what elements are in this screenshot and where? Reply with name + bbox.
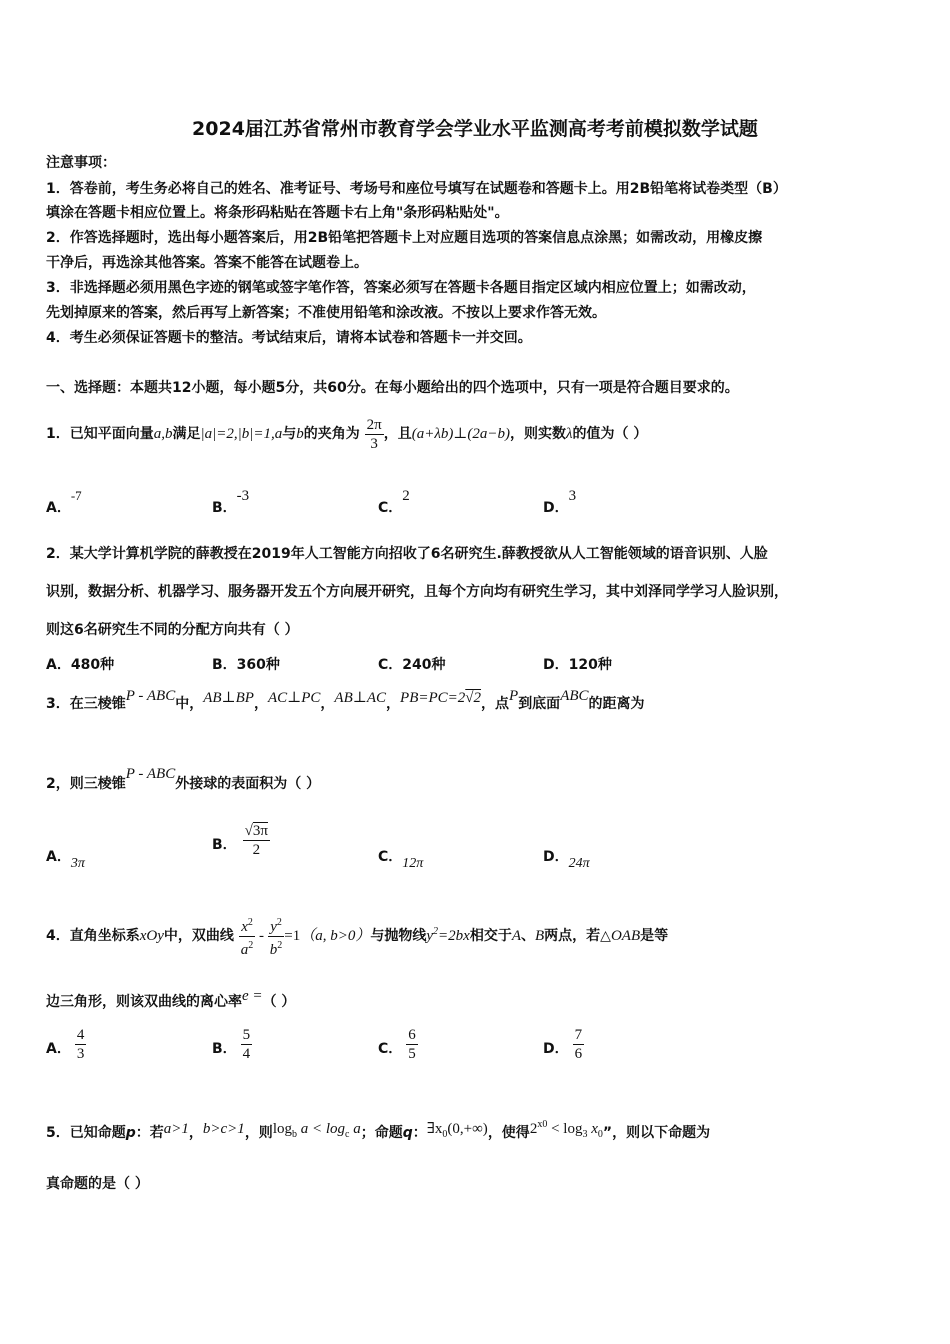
q4-hyperbola-y: $\frac{y^2}{b^2}$ (268, 914, 285, 959)
q2-option-d[interactable]: D．120种 (543, 657, 612, 673)
q1-text: ，则实数 (510, 426, 567, 442)
notice-line: 3．非选择题必须用黑色字迹的钢笔或签字笔作答，答案必须写在答题卡各题目指定区域内相应位置上；如需改动， (46, 280, 756, 296)
notice-line: 填涂在答题卡相应位置上。将条形码粘贴在答题卡右上角"条形码粘贴处"。 (46, 205, 509, 221)
q1-text: 与 (282, 426, 297, 442)
q1-text: ，且 (383, 426, 412, 442)
question-3-line-2: 2，则三棱锥P - ABC外接球的表面积为（ ） (46, 766, 321, 792)
q3-math: P - ABC (125, 688, 176, 704)
q2-option-b[interactable]: B．360种 (212, 657, 280, 673)
question-2-line: 2．某大学计算机学院的薛教授在2019年人工智能方向招收了6名研究生.薛教授欲从人工智能领域的语音识别、人脸 (46, 546, 768, 562)
q1-option-d[interactable]: D．3 (543, 488, 577, 516)
q1-math: a,b (153, 426, 173, 442)
q4-math: xOy (139, 928, 164, 944)
q1-angle-fraction: $\frac{2\pi}{3}$ (366, 416, 382, 452)
q4-option-d[interactable]: D． $\frac{7}{6}$ (543, 1027, 583, 1062)
q2-option-a[interactable]: A．480种 (46, 657, 115, 673)
q1-text: 的值为（ ） (572, 426, 648, 442)
question-3-line-1: 3．在三棱锥P - ABC中，AB⊥BP，AC⊥PC，AB⊥AC，PB=PC=2√2，点P到底面ABC的距离为 (46, 688, 645, 712)
question-4-line-1: 4．直角坐标系xOy中，双曲线 $\frac{x^2}{a^2}$ - $\frac{y^2}{b^2}$ =1（a, b>0）与抛物线$y^2=2bx$相交于A、B两点，若△OAB是等 (46, 910, 668, 959)
q1-text: 的夹角为 (303, 426, 360, 442)
q3-option-d[interactable]: D．24π (543, 849, 590, 871)
q1-math: λ (566, 426, 573, 442)
q1-math: b (296, 426, 304, 442)
q3-option-c[interactable]: C．12π (378, 849, 424, 871)
notice-line: 1．答卷前，考生务必将自己的姓名、准考证号、考场号和座位号填写在试题卷和答题卡上。用2B铅笔将试卷类型（B） (46, 181, 787, 197)
q1-text: 满足 (172, 426, 201, 442)
q4-option-b[interactable]: B． $\frac{5}{4}$ (212, 1027, 251, 1062)
q2-option-c[interactable]: C．240种 (378, 657, 446, 673)
q1-math: (a+λb)⊥(2a−b) (411, 426, 511, 442)
page-title: 2024届江苏省常州市教育学会学业水平监测高考考前模拟数学试题 (192, 118, 758, 140)
question-5-line-1: 5．已知命题p：若a>1，b>c>1，则$\log_b a < \log_c a$；命题q：$\exists x_0(0,+\infty)$，使得$2^{x0} < \log_3 x_0$”，则以下命题为 (46, 1119, 711, 1141)
section-heading: 一、选择题：本题共12小题，每小题5分，共60分。在每小题给出的四个选项中，只有一项是符合题目要求的。 (46, 380, 739, 396)
q1-text: 1．已知平面向量 (46, 426, 154, 442)
q3-math: P - ABC (125, 766, 176, 782)
q3-math: AC⊥PC (267, 690, 321, 706)
question-5-line-2: 真命题的是（ ） (46, 1176, 149, 1192)
question-2-line: 则这6名研究生不同的分配方向共有（ ） (46, 622, 299, 638)
q4-option-a[interactable]: A． $\frac{4}{3}$ (46, 1027, 85, 1062)
q4-hyperbola-x: $\frac{x^2}{a^2}$ (239, 914, 256, 959)
notice-line: 先划掉原来的答案，然后再写上新答案；不准使用铅笔和涂改液。不按以上要求作答无效。 (46, 305, 606, 321)
q3-math: P (509, 688, 519, 704)
q1-option-b[interactable]: B．-3 (212, 488, 250, 516)
q3-option-b[interactable]: B． $\frac{√3\pi}{2}$ (212, 823, 268, 858)
q3-math: ABC (560, 688, 589, 704)
q1-math: |a|=2,|b|=1,a (200, 426, 283, 442)
q3-math: AB⊥BP (203, 690, 254, 706)
q4-option-c[interactable]: C． $\frac{6}{5}$ (378, 1027, 416, 1062)
notice-line: 4．考生必须保证答题卡的整洁。考试结束后，请将本试卷和答题卡一并交回。 (46, 330, 532, 346)
q1-option-a[interactable]: A．-7 (46, 488, 82, 516)
notice-line: 2．作答选择题时，选出每小题答案后，用2B铅笔把答题卡上对应题目选项的答案信息点涂黑；如需改动，用橡皮擦 (46, 230, 763, 246)
q1-option-c[interactable]: C．2 (378, 488, 410, 516)
q3-math: PB=PC=2√2 (400, 690, 482, 706)
q3-option-a[interactable]: A．3π (46, 849, 85, 871)
q3-math: AB⊥AC (334, 690, 387, 706)
question-1-stem (46, 412, 647, 456)
question-4-line-2: 边三角形，则该双曲线的离心率e =（ ） (46, 988, 296, 1010)
question-2-line: 识别，数据分析、机器学习、服务器开发五个方向展开研究，且每个方向均有研究生学习，其中刘泽同学学习人脸识别， (46, 584, 788, 600)
notice-heading: 注意事项： (46, 155, 116, 171)
notice-line: 干净后，再选涂其他答案。答案不能答在试题卷上。 (46, 255, 368, 271)
q4-math: $y^2=2bx$ (426, 926, 470, 944)
